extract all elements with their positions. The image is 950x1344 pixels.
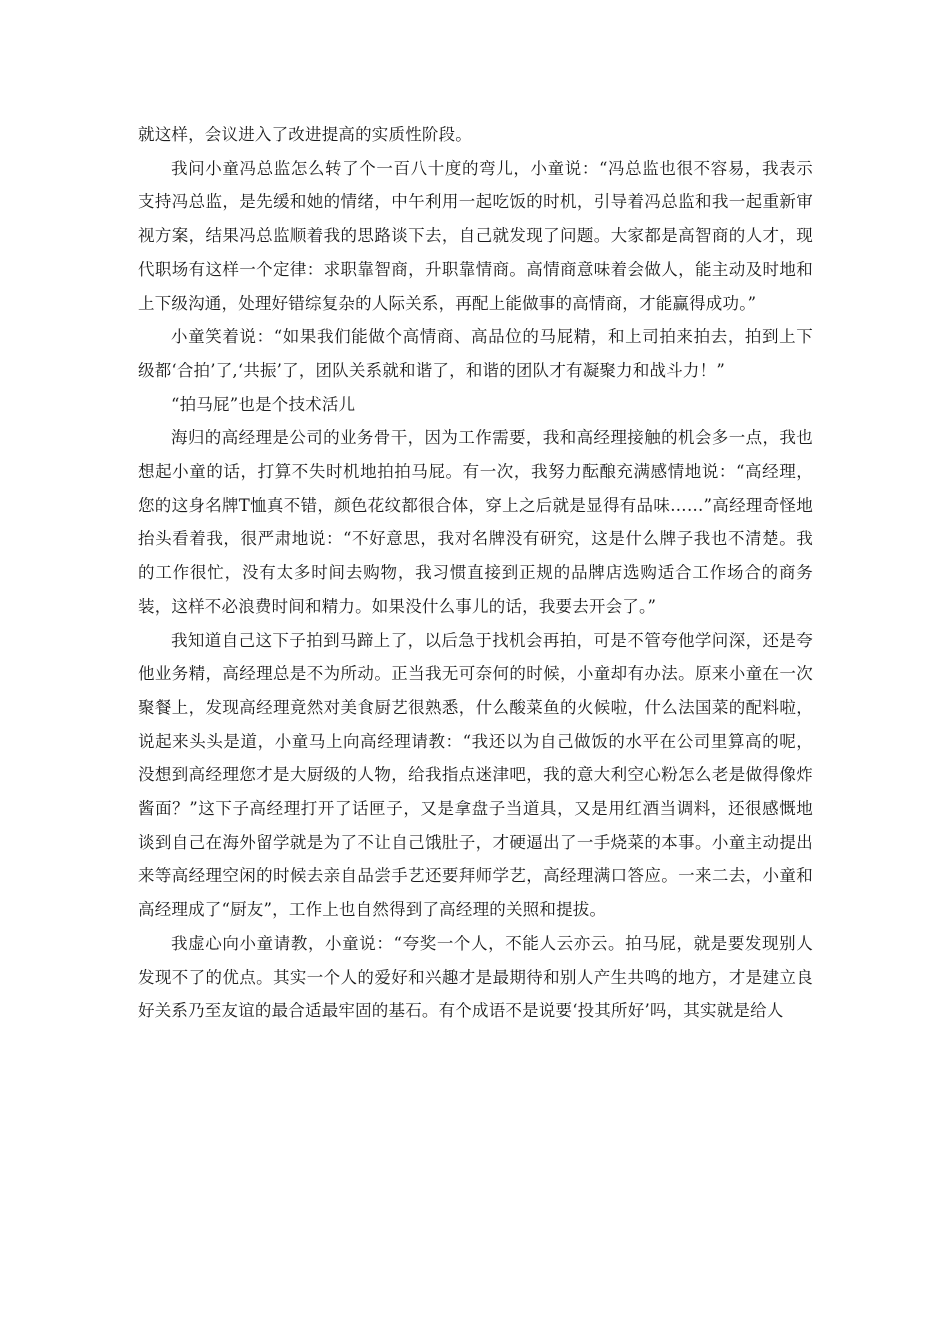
document-body — [138, 118, 813, 1028]
paragraph-2: 我问小童冯总监怎么转了个一百八十度的弯儿，小童说：“冯总监也很不容易，我表示支持冯总监，是先缓和她的情绪，中午利用一起吃饭的时机，引导着冯总监和我一起重新审视方案，结果冯总监顺着我的思路谈下去，自己就发现了问题。大家都是高智商的人才，现代职场有这样一个定律：求职靠智商，升职靠情商。高情商意味着会做人，能主动及时地和上下级沟通，处理好错综复杂的人际关系，再配上能做事的高情商，才能赢得成功。” — [138, 158, 813, 313]
paragraph-6: 我虚心向小童请教，小童说：“夸奖一个人，不能人云亦云。拍马屁，就是要发现别人发现不了的优点。其实一个人的爱好和兴趣才是最期待和别人产生共鸣的地方，才是建立良好关系乃至友谊的最合适最牢固的基石。有个成语不是说要‘投其所好’吗，其实就是给人 — [138, 933, 813, 1021]
paragraph-3: 小童笑着说：“如果我们能做个高情商、高品位的马屁精，和上司拍来拍去，拍到上下级都‘合拍’了,‘共振’了，团队关系就和谐了，和谐的团队才有凝聚力和战斗力！” — [138, 327, 813, 380]
section-heading: “拍马屁”也是个技术活儿 — [171, 394, 356, 414]
paragraph-1: 就这样，会议进入了改进提高的实质性阶段。 — [138, 125, 472, 144]
paragraph-5: 我知道自己这下子拍到马蹄上了，以后急于找机会再拍，可是不管夸他学问深，还是夸他业务精，高经理总是不为所动。正当我无可奈何的时候，小童却有办法。原来小童在一次聚餐上，发现高经理竟然对美食厨艺很熟悉，什么酸菜鱼的火候啦，什么法国菜的配料啦，说起来头头是道，小童马上向高经理请教：“我还以为自己做饭的水平在公司里算高的呢，没想到高经理您才是大厨级的人物，给我指点迷津吧，我的意大利空心粉怎么老是做得像炸酱面？”这下子高经理打开了话匣子，又是拿盘子当道具，又是用红酒当调料，还很感慨地谈到自己在海外留学就是为了不让自己饿肚子，才硬逼出了一手烧菜的本事。小童主动提出来等高经理空闲的时候去亲自品尝手艺还要拜师学艺，高经理满口答应。一来二去，小童和高经理成了“厨友”，工作上也自然得到了高经理的关照和提拔。 — [138, 630, 813, 920]
paragraph-4: 海归的高经理是公司的业务骨干，因为工作需要，我和高经理接触的机会多一点，我也想起小童的话，打算不失时机地拍拍马屁。有一次，我努力酝酿充满感情地说：“高经理，您的这身名牌T恤真不错，颜色花纹都很合体，穿上之后就是显得有品味……”高经理奇怪地抬头看着我，很严肃地说：“不好意思，我对名牌没有研究，这是什么牌子我也不清楚。我的工作很忙，没有太多时间去购物，我习惯直接到正规的品牌店选购适合工作场合的商务装，这样不必浪费时间和精力。如果没什么事儿的话，我要去开会了。” — [138, 428, 813, 616]
